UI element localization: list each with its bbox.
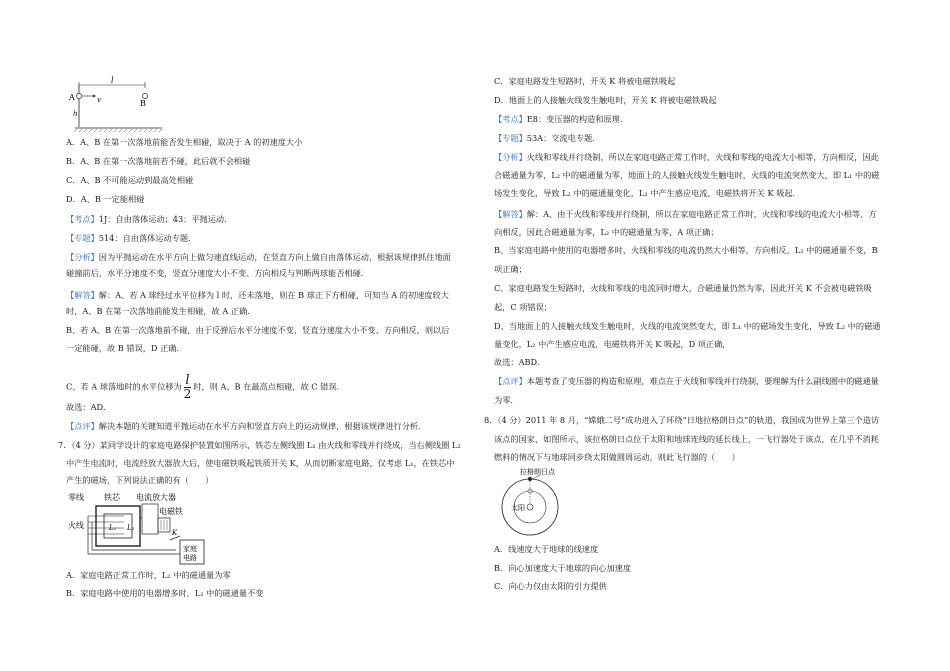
r-fenxi-line-2: 合磁通量为零，L₂ 中的磁通量为零，地面上的人接触火线发生触电时，火线的电流突然变大，即 L₁ 中的磁 bbox=[494, 170, 880, 180]
q6-option-c: C．A、B 不可能运动到最高处相碰 bbox=[66, 175, 194, 185]
dianping-text: 解决本题的关键知道平抛运动在水平方向和竖直方向上的运动规律，根据该规律进行分析． bbox=[98, 421, 427, 431]
q8-line-1: 8．（4 分）2011 年 8 月，“嫦娥二号”成功进入了环绕“日地拉格朗日点”的轨道，我国成为世界上第三个造访 bbox=[484, 415, 880, 425]
label-home: 家庭 bbox=[183, 545, 197, 553]
label-magnet: 电磁铁 bbox=[159, 507, 183, 516]
q8-line-2: 该点的国家，如图所示，该拉格朗日点位于太阳和地球连线的延长线上，一飞行器处于该点，在几乎不消耗 bbox=[494, 434, 879, 444]
fraction-denominator: 2 bbox=[183, 387, 192, 401]
r-kaodian-tag: 【考点】 bbox=[494, 114, 527, 124]
label-h: h bbox=[73, 110, 78, 118]
r-dianping-line-2: 为零． bbox=[494, 395, 519, 405]
fenxi-tag: 【分析】 bbox=[66, 252, 99, 262]
fenxi-text-1: 因为平抛运动在水平方向上做匀速直线运动，在竖直方向上做自由落体运动，根据该规律抓住地面 bbox=[98, 252, 451, 262]
fenxi-line-2: 碰撞前后，水平分速度不变，竖直分速度大小不变、方向相反与判断两球能否相碰． bbox=[66, 268, 369, 278]
label-live-line: 火线 bbox=[68, 521, 84, 530]
label-v: v bbox=[97, 96, 101, 104]
r-kaodian-text: E8：变压器的构造和原理． bbox=[526, 114, 629, 124]
r-jieda-line-2: 向相反，因此合磁通量为零，L₂ 中的磁通量为零，A 项正确； bbox=[494, 227, 719, 237]
fraction-numerator: l bbox=[185, 373, 190, 388]
q8-line-3: 燃料的情况下与地球同步绕太阳做圆周运动，则此飞行器的（ ） bbox=[494, 452, 740, 462]
jieda-tag: 【解答】 bbox=[66, 290, 99, 300]
q6-option-a: A．A、B 在第一次落地前能否发生相碰，取决于 A 的初速度大小 bbox=[66, 137, 303, 147]
projectile-figure bbox=[66, 74, 166, 132]
r-jieda-line-1 bbox=[494, 209, 877, 220]
dianping-line bbox=[66, 421, 426, 432]
guxuan-left: 故选：AD． bbox=[66, 402, 112, 412]
zhuanti-text: 514：自由落体运动专题． bbox=[98, 233, 197, 243]
q7-option-c: C．家庭电路发生短路时，开关 K 将被电磁铁吸起 bbox=[494, 76, 676, 86]
label-l1: L₁ bbox=[109, 524, 117, 532]
r-kaodian-line bbox=[494, 114, 628, 125]
label-core: 铁芯 bbox=[104, 493, 120, 502]
q6-option-b: B．A、B 在第一次落地前若不碰，此后就不会相碰 bbox=[66, 156, 251, 166]
label-a: A bbox=[69, 93, 75, 102]
label-zero-line: 零线 bbox=[68, 493, 84, 502]
jieda-text-1: 解：A、若 A 球经过水平位移为 l 时，还未落地，则在 B 球正下方相碰，可知当 A 的初速度较大 bbox=[98, 290, 449, 300]
jieda-line-2: 时，A、B 在第一次落地前能发生相碰，故 A 正确． bbox=[66, 306, 256, 316]
circuit-figure bbox=[66, 488, 206, 568]
kaodian-text: 1J：自由落体运动；43：平抛运动． bbox=[98, 214, 233, 224]
label-b: B bbox=[140, 99, 146, 108]
label-l: l bbox=[111, 76, 114, 85]
zhuanti-tag: 【专题】 bbox=[66, 233, 99, 243]
zhuanti-line bbox=[66, 233, 196, 244]
q7-line-1: 7．（4 分）某同学设计的家庭电路保护装置如图所示，铁芯左侧线圈 L₁ 由火线和零线并行绕成，当右侧线圈 L₂ bbox=[58, 440, 461, 450]
label-l2: L₂ bbox=[127, 524, 135, 532]
jieda-text-5a: C、若 A 球落地时的水平位移为 bbox=[66, 381, 182, 392]
jieda-text-5b: 时，则 A、B 在最高点相碰，故 C 错误． bbox=[193, 381, 345, 392]
label-circuit: 电路 bbox=[183, 554, 197, 562]
r-fenxi-line-1 bbox=[494, 152, 879, 163]
fraction bbox=[184, 375, 192, 400]
q7-line-2: 中产生电流时，电流经放大器放大后，使电磁铁吸起铁质开关 K，从而切断家庭电路，仅考虑 L₁，在铁芯中 bbox=[66, 458, 455, 468]
r-jieda-line-6: 起，C 项错误； bbox=[494, 302, 552, 312]
jieda-line-1 bbox=[66, 290, 449, 301]
q7-line-3: 产生的磁场，下列说法正确的有（ ） bbox=[66, 475, 214, 485]
r-jieda-line-5: C、家庭电路发生短路时，火线和零线的电流同时增大，合磁通量仍然为零，因此开关 K 不会被电磁铁吸 bbox=[494, 283, 872, 293]
label-k: K bbox=[172, 529, 178, 537]
r-dianping-text-1: 本题考查了变压器的构造和原理，难点在于火线和零线并行绕制，要理解为什么副线圈中的磁通量 bbox=[526, 376, 879, 386]
jieda-line-5 bbox=[66, 375, 345, 400]
r-jieda-line-9: 故选：ABD． bbox=[494, 357, 546, 367]
r-zhuanti-tag: 【专题】 bbox=[494, 133, 527, 143]
kaodian-tag: 【考点】 bbox=[66, 214, 99, 224]
r-jieda-line-3: B、当家庭电路中使用的电器增多时，火线和零线的电流仍然大小相等，方向相反，L₂ 中的磁通量不变，B bbox=[494, 245, 878, 255]
kaodian-line bbox=[66, 214, 232, 225]
label-amp: 电流放大器 bbox=[136, 493, 176, 502]
dianping-tag: 【点评】 bbox=[66, 421, 99, 431]
r-fenxi-line-3: 场发生变化，导致 L₂ 中的磁通量变化，L₂ 中产生感应电流，电磁铁将开关 K 吸起． bbox=[494, 188, 801, 198]
q6-option-d: D．A、B 一定能相碰 bbox=[66, 194, 145, 204]
r-zhuanti-text: 53A：交流电专题． bbox=[526, 133, 601, 143]
r-jieda-line-7: D、当地面上的人接触火线发生触电时，火线的电流突然变大，即 L₁ 中的磁场发生变化，导致 L₂ 中的磁通 bbox=[494, 321, 881, 331]
jieda-line-4: 一定能碰，故 B 错误，D 正确． bbox=[66, 343, 185, 353]
r-jieda-line-8: 量变化，L₂ 中产生感应电流，电磁铁将开关 K 吸起，D 项正确， bbox=[494, 339, 731, 349]
q8-option-a: A．线速度大于地球的线速度 bbox=[494, 544, 599, 554]
r-jieda-line-4: 项正确； bbox=[494, 264, 527, 274]
q8-option-b: B．向心加速度大于地球的向心加速度 bbox=[494, 563, 632, 573]
r-jieda-text-1: 解：A、由于火线和零线并行绕制，所以在家庭电路正常工作时，火线和零线的电流大小相等、方 bbox=[526, 209, 877, 219]
r-dianping-tag: 【点评】 bbox=[494, 376, 527, 386]
r-fenxi-text-1: 火线和零线并行绕制，所以在家庭电路正常工作时，火线和零线的电流大小相等，方向相反，因此 bbox=[526, 152, 879, 162]
q7-option-d: D．地面上的人接触火线发生触电时，开关 K 将被电磁铁吸起 bbox=[494, 95, 717, 105]
r-fenxi-tag: 【分析】 bbox=[494, 152, 527, 162]
r-jieda-tag: 【解答】 bbox=[494, 209, 527, 219]
q8-option-c: C．向心力仅由太阳的引力提供 bbox=[494, 581, 607, 591]
label-lagrange: 拉格朗日点 bbox=[520, 468, 555, 476]
fenxi-line-1 bbox=[66, 252, 451, 263]
r-dianping-line-1 bbox=[494, 376, 879, 387]
label-sun: 太阳 bbox=[511, 504, 525, 512]
jieda-line-3: B、若 A、B 在第一次落地前不碰，由于反弹后水平分速度不变，竖直分速度大小不变、方向相反，则以后 bbox=[66, 325, 450, 335]
lagrange-figure bbox=[494, 468, 574, 538]
r-zhuanti-line bbox=[494, 133, 600, 144]
q7-option-b: B．家庭电路中使用的电器增多时，L₂ 中的磁通量不变 bbox=[66, 588, 264, 598]
q7-option-a: A．家庭电路正常工作时，L₂ 中的磁通量为零 bbox=[66, 570, 231, 580]
